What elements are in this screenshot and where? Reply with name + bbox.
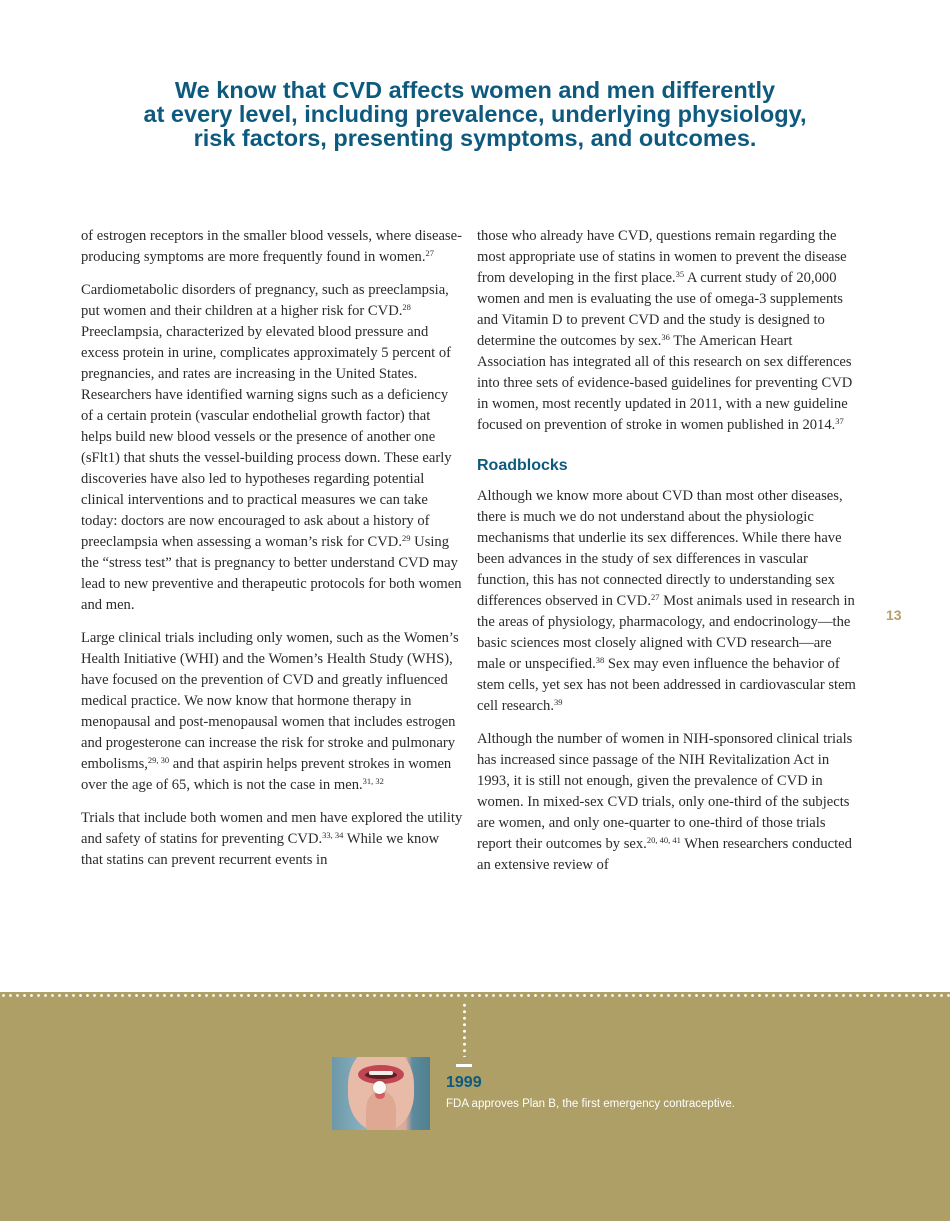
right-column: [477, 226, 859, 888]
page-headline: [60, 78, 890, 150]
footnote-ref: 36: [661, 332, 670, 342]
footnote-ref: 20, 40, 41: [646, 835, 681, 845]
left-column: [81, 226, 463, 883]
paragraph-text: Most animals used in research in the areas of physiology, pharmacology, and endocrinology—the basic sciences most closely aligned with CVD research—are male or unspecified.: [477, 593, 855, 672]
paragraph: [477, 226, 859, 436]
paragraph: [81, 628, 463, 796]
paragraph: [81, 808, 463, 871]
timeline-band: [0, 992, 950, 1221]
paragraph-text: Although we know more about CVD than most other diseases, there is much we do not understand about the physiologic mechanisms that underlie its sex differences. While there have been advances in the study of sex differences in vascular function, this has not connected directly to understanding sex differences observed in CVD.: [477, 488, 843, 609]
woman-taking-pill-photo: [332, 1057, 430, 1130]
footnote-ref: 27: [651, 592, 660, 602]
paragraph: [81, 226, 463, 268]
paragraph-text: Trials that include both women and men have explored the utility and safety of statins for preventing CVD.: [81, 810, 463, 847]
paragraph-text: When researchers conducted an extensive review of: [477, 836, 852, 873]
timeline-tick: [456, 1064, 472, 1067]
pill-icon: [373, 1081, 386, 1094]
paragraph: [81, 280, 463, 616]
section-heading-roadblocks: Roadblocks: [477, 457, 568, 474]
footnote-ref: 28: [402, 302, 411, 312]
paragraph-text: Using the “stress test” that is pregnancy to better understand CVD may lead to new preventive and therapeutic protocols for both women and men.: [81, 534, 462, 613]
photo-teeth: [369, 1071, 393, 1075]
footnote-ref: 38: [595, 655, 605, 665]
footnote-ref: 29, 30: [147, 755, 170, 765]
paragraph-text: While we know that statins can prevent recurrent events in: [81, 831, 440, 868]
paragraph-text: A current study of 20,000 women and men is evaluating the use of omega-3 supplements and Vitamin D to prevent CVD and the study is designed to determine the outcomes by sex.: [477, 270, 843, 349]
paragraph: [477, 486, 859, 717]
page-number: 13: [886, 607, 902, 623]
footnote-ref: 39: [553, 697, 563, 707]
footnote-ref: 33, 34: [322, 830, 344, 840]
paragraph-text: Sex may even influence the behavior of stem cells, yet sex has not been addressed in cardiovascular stem cell research.: [477, 656, 856, 714]
paragraph-text: Cardiometabolic disorders of pregnancy, such as preeclampsia, put women and their children at a higher risk for CVD.: [81, 282, 449, 319]
paragraph-text: of estrogen receptors in the smaller blood vessels, where disease-producing symptoms are more frequently found in women.: [81, 228, 462, 265]
headline-line-2: at every level, including prevalence, underlying physiology,: [143, 101, 807, 127]
footnote-ref: 29: [402, 533, 411, 543]
headline-line-3: risk factors, presenting symptoms, and outcomes.: [193, 125, 757, 151]
footnote-ref: 27: [425, 248, 434, 258]
footnote-ref: 35: [675, 269, 685, 279]
timeline-year: 1999: [446, 1074, 482, 1091]
headline-line-1: We know that CVD affects women and men differently: [174, 77, 776, 103]
paragraph: [477, 729, 859, 876]
paragraph-text: and that aspirin helps prevent strokes in women over the age of 65, which is not the case in men.: [81, 756, 452, 793]
paragraph-text: Large clinical trials including only women, such as the Women’s Health Initiative (WHI) and the Women’s Health Study (WHS), have focused on the prevention of CVD and greatly influenced medical practice. We now know that hormone therapy in menopausal and post-menopausal women that includes estrogen and progesterone can increase the risk for stroke and pulmonary embolisms,: [81, 630, 459, 772]
timeline-connector: [462, 1002, 467, 1057]
footnote-ref: 31, 32: [362, 776, 384, 786]
paragraph-text: Although the number of women in NIH-sponsored clinical trials has increased since passage of the NIH Revitalization Act in 1993, it is still not enough, given the prevalence of CVD in women. In mixed-sex CVD trials, only one-third of the subjects are women, and only one-quarter to one-third of those trials report their outcomes by sex.: [477, 731, 853, 852]
dotted-divider: [0, 994, 950, 997]
paragraph-text: those who already have CVD, questions remain regarding the most appropriate use of statins in women to prevent the disease from developing in the first place.: [477, 228, 847, 286]
timeline-description: FDA approves Plan B, the first emergency contraceptive.: [446, 1098, 735, 1110]
paragraph-text: The American Heart Association has integrated all of this research on sex differences into three sets of evidence-based guidelines for preventing CVD in women, most recently updated in 2011, with a new guideline focused on prevention of stroke in women published in 2014.: [477, 333, 853, 433]
paragraph-text: Preeclampsia, characterized by elevated blood pressure and excess protein in urine, complicates approximately 5 percent of pregnancies, and rates are increasing in the United States. Researchers have identified warning signs such as a deficiency of a certain protein (vascular endothelial growth factor) that helps build new blood vessels or the presence of another one (sFlt1) that shuts the vessel-building process down. These early discoveries have also led to hypotheses regarding potential clinical interventions and to practical measures we can take today: doctors are now encouraged to ask about a history of preeclampsia when assessing a woman’s risk for CVD.: [81, 324, 452, 550]
footnote-ref: 37: [835, 416, 844, 426]
